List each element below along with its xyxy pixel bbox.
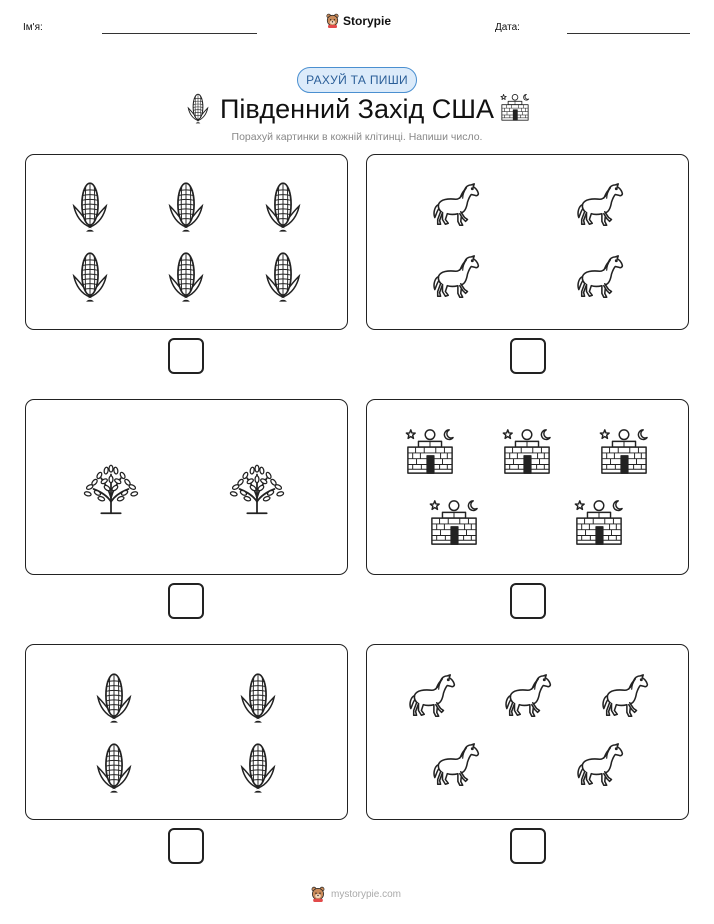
horse-icon <box>573 741 625 791</box>
count-panel-4 <box>366 399 689 575</box>
horse-icon <box>573 181 625 231</box>
corn-icon <box>167 179 205 233</box>
name-label: Ім'я: <box>23 22 43 33</box>
brand-name: Storypie <box>343 13 392 28</box>
shrub-icon <box>226 458 288 520</box>
instructions: Порахуй картинки в кожній клітинці. Напиши число. <box>231 131 483 143</box>
bear-mascot-icon <box>310 886 326 902</box>
activity-badge: РАХУЙ ТА ПИШИ <box>297 67 417 93</box>
shrub-icon <box>80 458 142 520</box>
answer-box-6[interactable] <box>510 828 546 864</box>
pueblo-icon <box>597 426 651 476</box>
horse-icon <box>501 672 553 722</box>
horse-icon <box>598 672 650 722</box>
footer <box>310 886 401 902</box>
pueblo-icon <box>572 497 626 547</box>
footer-url: mystorypie.com <box>331 888 402 900</box>
pueblo-icon <box>500 426 554 476</box>
horse-icon <box>429 741 481 791</box>
pueblo-icon <box>427 497 481 547</box>
count-panel-3 <box>25 399 348 575</box>
answer-box-2[interactable] <box>510 338 546 374</box>
pueblo-icon <box>403 426 457 476</box>
answer-box-3[interactable] <box>168 583 204 619</box>
horse-icon <box>429 253 481 303</box>
brand-logo <box>325 13 391 28</box>
horse-icon <box>573 253 625 303</box>
count-panel-1 <box>25 154 348 330</box>
page-title: Південний Захід США <box>219 94 495 124</box>
horse-icon <box>429 181 481 231</box>
corn-icon <box>71 179 109 233</box>
horse-icon <box>405 672 457 722</box>
date-field[interactable] <box>567 33 690 34</box>
count-panel-6 <box>366 644 689 820</box>
corn-icon <box>239 740 277 794</box>
answer-box-1[interactable] <box>168 338 204 374</box>
count-panel-5 <box>25 644 348 820</box>
date-label: Дата: <box>495 22 520 33</box>
corn-icon <box>264 179 302 233</box>
corn-icon <box>95 670 133 724</box>
name-field[interactable] <box>102 33 257 34</box>
bear-mascot-icon <box>325 13 340 28</box>
answer-box-5[interactable] <box>168 828 204 864</box>
corn-icon <box>239 670 277 724</box>
corn-icon <box>264 249 302 303</box>
pueblo-icon <box>499 92 531 122</box>
corn-icon <box>95 740 133 794</box>
count-panel-2 <box>366 154 689 330</box>
corn-icon <box>167 249 205 303</box>
corn-icon <box>71 249 109 303</box>
answer-box-4[interactable] <box>510 583 546 619</box>
